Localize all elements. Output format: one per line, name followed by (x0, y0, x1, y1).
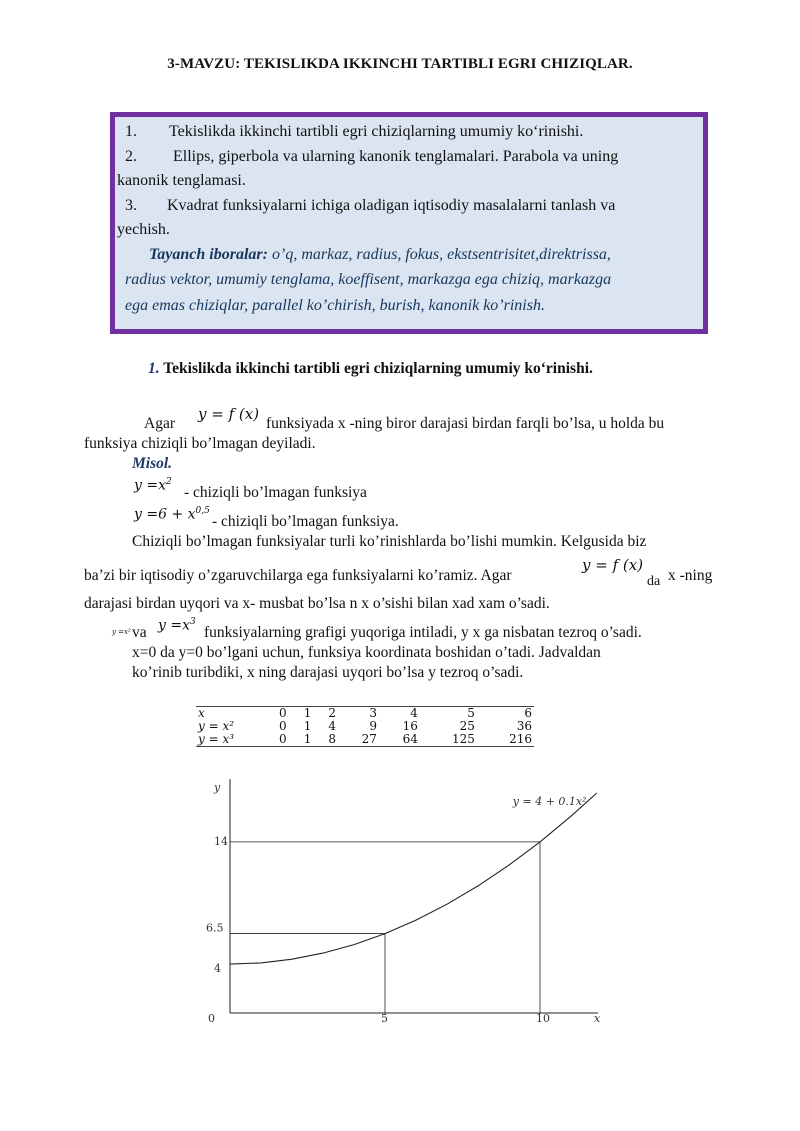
lesson-plan-box (110, 112, 708, 334)
plan-item-3-number: 3. (125, 197, 137, 214)
table-cell: 27 (361, 732, 377, 746)
table-cell: 0 (279, 732, 287, 746)
example-1-exponent: 2 (166, 477, 172, 487)
plan-item-1-text: Tekislikda ikkinchi tartibli egri chiziqlarning umumiy ko‘rinishi. (169, 123, 584, 140)
example-2-base: y =6 + x (134, 506, 196, 523)
values-table (196, 706, 534, 747)
paragraph-3-line-1: funksiyalarning grafigi yuqoriga intiladi, y x ga nisbatan tezroq o’sadi. (204, 624, 642, 641)
x-axis-label: x (594, 1012, 601, 1025)
da-word: da (647, 574, 661, 589)
keywords-line-1 (149, 246, 611, 264)
plan-item-2-text: Ellips, giperbola va ularning kanonik tenglamalari. Parabola va uning (173, 148, 619, 165)
table-cell: 216 (509, 732, 532, 746)
plan-item-2-cont: kanonik tenglamasi. (117, 172, 246, 189)
section-heading (148, 360, 593, 378)
paragraph-2-line-1: Chiziqli bo’lmagan funksiyalar turli ko’rinishlarda bo’lishi mumkin. Kelgusida biz (132, 533, 647, 550)
table-cell: 3 (369, 706, 377, 720)
table-row-label: y = x³ (198, 732, 235, 746)
table-cell: 9 (369, 719, 377, 733)
table-cell: 0 (279, 719, 287, 733)
example-label: Misol. (132, 455, 173, 472)
curve-line (230, 793, 597, 964)
formula-y-x3-base: y =x (158, 617, 190, 634)
example-2-text: - chiziqli bo’lmagan funksiya. (212, 513, 399, 530)
table-row (196, 733, 534, 746)
section-number: 1. (148, 360, 160, 377)
table-row (196, 707, 534, 720)
function-chart (190, 775, 630, 1040)
example-1-formula (134, 477, 172, 494)
keywords-label: Tayanch iboralar: (149, 246, 268, 263)
va-word: va (132, 624, 147, 641)
y-tick-label: 4 (214, 962, 221, 976)
page-title: 3-MAVZU: TEKISLIKDA IKKINCHI TARTIBLI EGRI CHIZIQLAR. (167, 56, 633, 72)
paragraph-3-line-3: ko’rinib turibdiki, x ning darajasi uyqori bo’lsa y tezroq o’sadi. (132, 664, 524, 681)
keywords-line-2: radius vektor, umumiy tenglama, koeffisent, markazga ega chiziq, markazga (125, 271, 612, 288)
table-cell: 4 (328, 719, 337, 733)
plan-item-2 (125, 148, 618, 166)
table-row-label: y = x² (198, 719, 235, 733)
table-cell: 0 (279, 706, 287, 720)
example-2-formula (134, 506, 210, 523)
plan-item-2-number: 2. (125, 148, 137, 165)
x-tick-label: 10 (536, 1012, 550, 1025)
y-tick-label: 14 (214, 834, 228, 848)
plan-item-3-text: Kvadrat funksiyalarni ichiga oladigan iqtisodiy masalalarni tanlash va (167, 197, 616, 214)
formula-y-fx: y = f (x) (198, 405, 260, 423)
example-1-text: - chiziqli bo’lmagan funksiya (184, 484, 367, 501)
origin-label: 0 (208, 1012, 215, 1025)
example-2-exponent: 0,5 (195, 506, 210, 516)
formula-y-fx-2: y = f (x) (582, 556, 644, 574)
table-cell: 125 (452, 732, 475, 746)
table-cell: 64 (402, 732, 418, 746)
formula-y-x3 (158, 617, 196, 634)
table-cell: 6 (524, 706, 532, 720)
table-cell: 1 (303, 706, 312, 720)
small-formula: y =x² (112, 628, 131, 636)
plan-item-3 (125, 197, 615, 215)
paragraph-1-line-2: funksiya chiziqli bo’lmagan deyiladi. (84, 435, 316, 452)
table-cell: 25 (459, 719, 475, 733)
formula-y-x3-exponent: 3 (190, 617, 196, 627)
table-row-label: x (198, 706, 205, 720)
paragraph-3-line-2: x=0 da y=0 bo’lgani uchun, funksiya koordinata boshidan o’tadi. Jadvaldan (132, 644, 601, 661)
y-axis-label: y (214, 781, 221, 794)
keywords-text-1: o’q, markaz, radius, fokus, ekstsentrisitet,direktrissa, (271, 246, 611, 263)
plan-item-1 (125, 123, 583, 141)
table-cell: 16 (402, 719, 418, 733)
paragraph-2-line-2: ba’zi bir iqtisodiy o’zgaruvchilarga ega funksiyalarni ko’ramiz. Agar (84, 567, 512, 584)
paragraph-1-line-1: funksiyada x -ning biror darajasi birdan farqli bo’lsa, u holda bu (266, 415, 665, 432)
plan-item-3-cont: yechish. (117, 221, 170, 238)
table-cell: 1 (303, 719, 312, 733)
y-tick-label: 6.5 (206, 921, 224, 935)
table-cell: 8 (328, 732, 337, 746)
table-cell: 36 (516, 719, 532, 733)
table-cell: 5 (467, 706, 475, 720)
agar-word: Agar (144, 415, 175, 432)
x-ning-word: x -ning (668, 567, 713, 584)
x-tick-label: 5 (381, 1012, 388, 1025)
chart-svg (190, 775, 630, 1035)
section-title: Tekislikda ikkinchi tartibli egri chiziqlarning umumiy ko‘rinishi. (163, 360, 593, 377)
table-cell: 1 (303, 732, 312, 746)
table-cell: 2 (328, 706, 337, 720)
keywords-line-3: ega emas chiziqlar, parallel ko’chirish, burish, kanonik ko’rinish. (125, 297, 545, 314)
paragraph-2-line-3: darajasi birdan uyqori va x- musbat bo’lsa n x o’sishi bilan xad xam o’sadi. (84, 595, 550, 612)
plan-item-1-number: 1. (125, 123, 137, 140)
curve-label: y = 4 + 0.1x² (512, 795, 587, 808)
table-cell: 4 (410, 706, 418, 720)
example-1-base: y =x (134, 477, 166, 494)
